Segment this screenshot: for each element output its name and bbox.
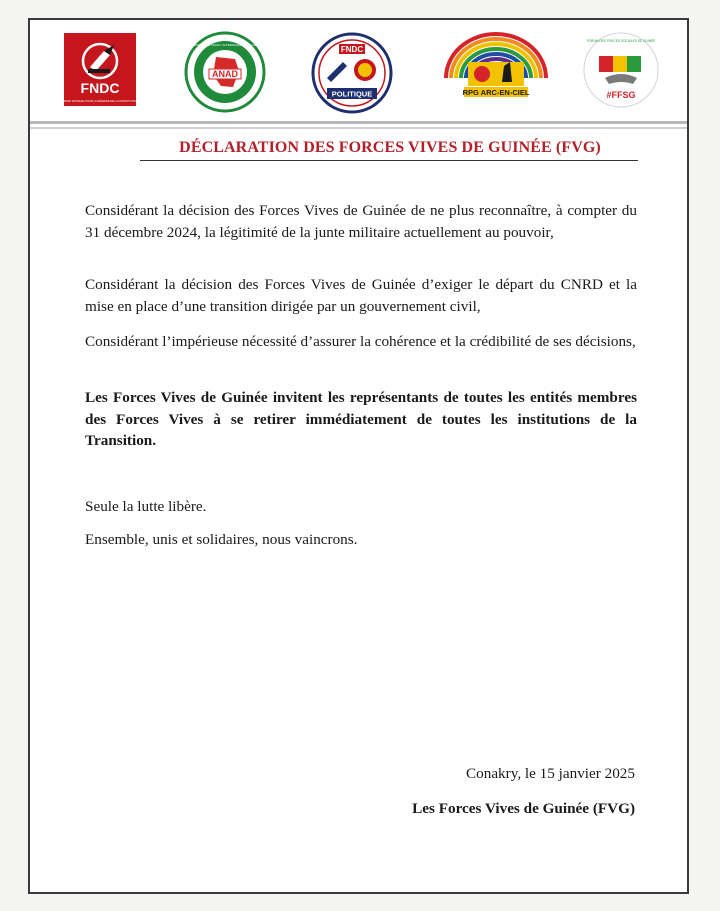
fndc-logo (64, 33, 136, 106)
header-divider-bottom (30, 127, 687, 129)
ffsg-ring-text: FORUM DES FORCES SOCIALES DE GUINÉE (586, 39, 656, 43)
closing-line-2: Ensemble, unis et solidaires, nous vaincrons. (85, 531, 358, 548)
paragraph-1: Considérant la décision des Forces Vives de Guinée de ne plus reconnaître, à compter du 31 décembre 2024, la légitimité de la junte militaire actuellement au pouvoir, (85, 202, 637, 241)
header-divider-top (30, 121, 687, 124)
anad-logo-label: ANAD (212, 69, 238, 79)
place-date: Conakry, le 15 janvier 2025 (466, 765, 635, 782)
fndc-politique-logo (309, 32, 395, 114)
rpg-logo (440, 32, 552, 100)
anad-logo (177, 31, 273, 113)
paragraph-3: Considérant l’impérieuse nécessité d’assurer la cohérence et la crédibilité de ses décisions, (85, 333, 636, 350)
document-page (28, 18, 689, 894)
fndc-logo-label: FNDC (80, 80, 120, 96)
fndc-politique-top-label: FNDC (340, 45, 364, 54)
closing-line-1: Seule la lutte libère. (85, 498, 207, 515)
logo-header (30, 20, 687, 120)
title-underline (140, 160, 638, 161)
signature: Les Forces Vives de Guinée (FVG) (412, 800, 635, 817)
paragraph-2: Considérant la décision des Forces Vives de Guinée d’exiger le départ du CNRD et la mise en place d’une transition dirigée par un gouvernement civil, (85, 276, 637, 315)
fndc-logo-small-text: FRONT NATIONAL POUR LA DÉFENSE DE LA CONSTITUTION (62, 100, 138, 103)
document-title: DÉCLARATION DES FORCES VIVES DE GUINÉE (FVG) (179, 139, 601, 156)
anad-ring-text: ALLIANCE NATIONALE POUR L'ALTERNANCE ET LA DÉMOCRATIE (177, 43, 273, 47)
ffsg-tag: #FFSG (606, 90, 636, 100)
ffsg-logo (581, 30, 661, 112)
fndc-politique-bottom-label: POLITIQUE (331, 89, 373, 99)
declaration-paragraph: Les Forces Vives de Guinée invitent les représentants de toutes les entités membres des Forces Vives à se retirer immédiatement de toutes les institutions de la Transition. (85, 389, 637, 449)
rpg-logo-label: RPG ARC-EN-CIEL (462, 88, 530, 97)
